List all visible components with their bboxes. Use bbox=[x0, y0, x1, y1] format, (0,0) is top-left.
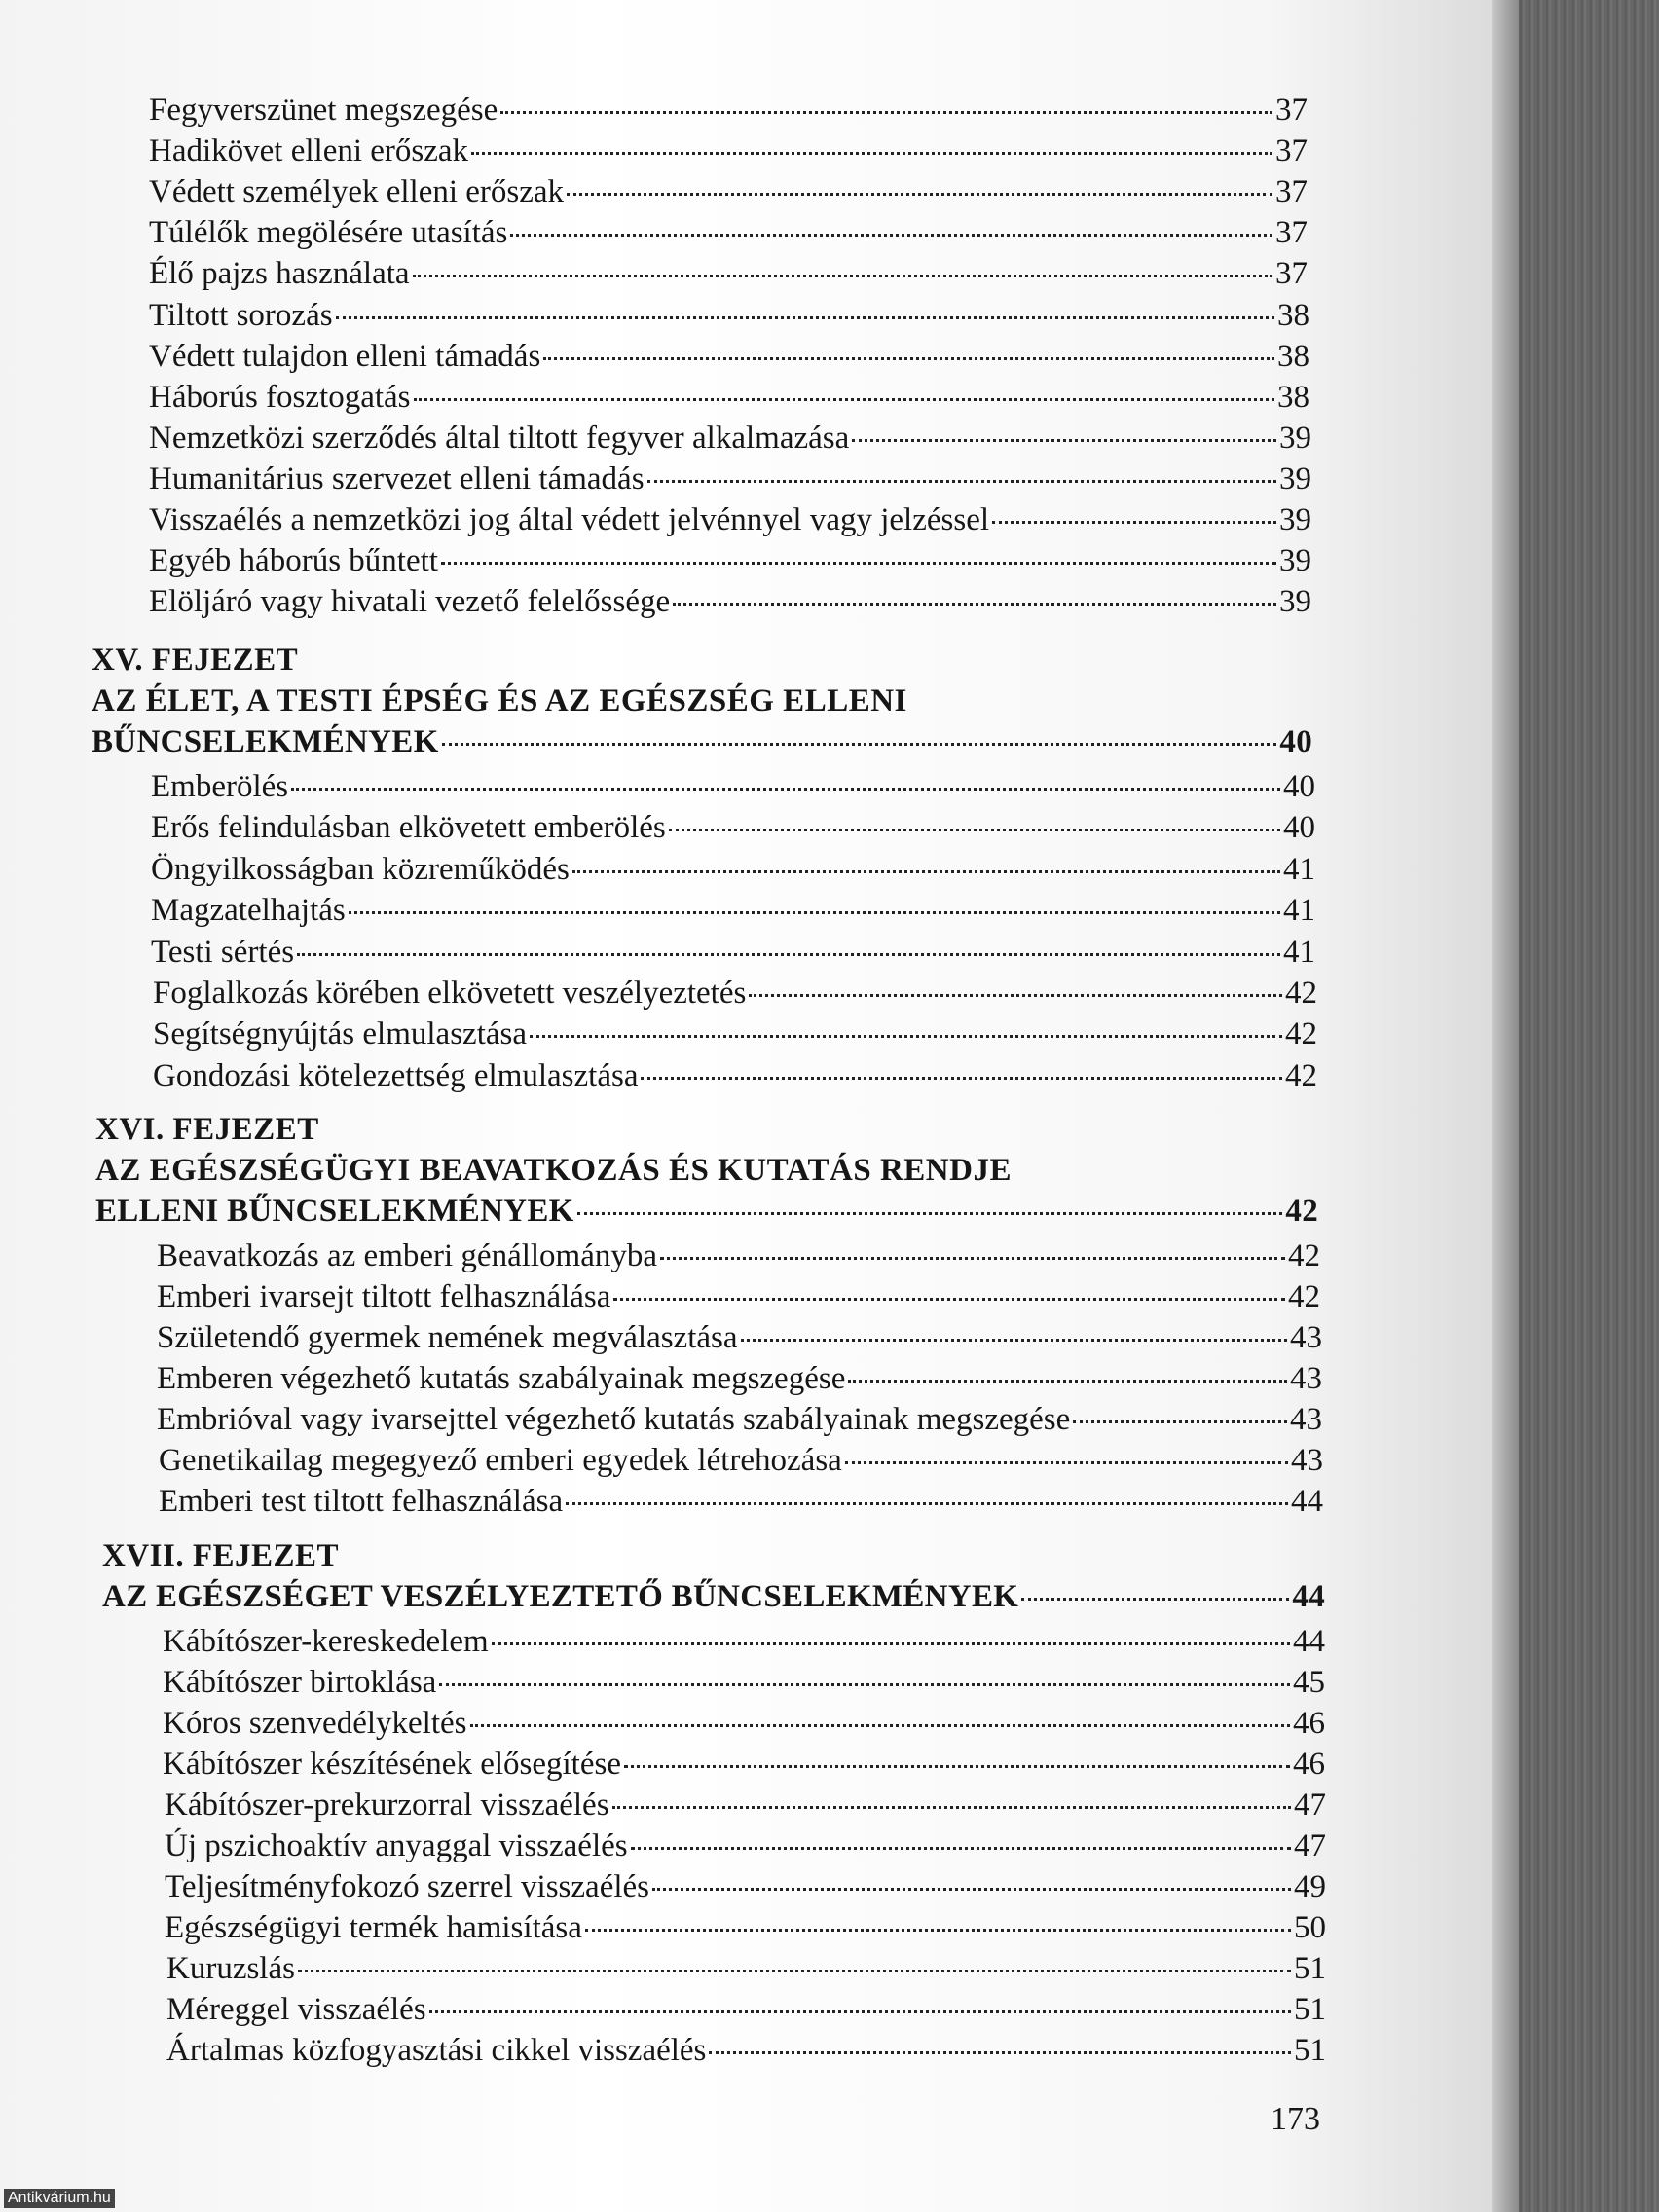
toc-entry: Visszaélés a nemzetközi jog által védett jelvénnyel vagy jelzéssel 39 bbox=[149, 502, 1311, 537]
toc-entry: Fegyverszünet megszegése 37 bbox=[149, 92, 1308, 128]
toc-entry: Kábítószer-prekurzorral visszaélés 47 bbox=[165, 1788, 1326, 1823]
toc-entry: Egészségügyi termék hamisítása 50 bbox=[165, 1910, 1326, 1945]
toc-entry: Magzatelhajtás 41 bbox=[151, 893, 1315, 928]
toc-entry: Beavatkozás az emberi génállományba 42 bbox=[157, 1238, 1320, 1273]
page-number: 173 bbox=[1271, 2101, 1320, 2137]
toc-entry: Segítségnyújtás elmulasztása 42 bbox=[153, 1016, 1317, 1051]
toc-entry: Nemzetközi szerződés által tiltott fegyver alkalmazása 39 bbox=[149, 421, 1311, 456]
toc-entry: Öngyilkosságban közreműködés 41 bbox=[151, 852, 1315, 887]
toc-entry: Erős felindulásban elkövetett emberölés 40 bbox=[151, 810, 1315, 845]
chapter-heading-entry: BŰNCSELEKMÉNYEK 40 bbox=[92, 724, 1312, 759]
toc-entry: Hadikövet elleni erőszak 37 bbox=[149, 133, 1308, 168]
toc-entry: Foglalkozás körében elkövetett veszélyeztetés 42 bbox=[153, 976, 1317, 1011]
toc-entry: Túlélők megölésére utasítás 37 bbox=[149, 215, 1308, 250]
toc-entry: Kóros szenvedélykeltés 46 bbox=[163, 1706, 1325, 1741]
toc-entry: Kábítószer készítésének elősegítése 46 bbox=[163, 1747, 1325, 1782]
toc-entry: Emberölés 40 bbox=[151, 769, 1315, 804]
toc-entry: Gondozási kötelezettség elmulasztása 42 bbox=[153, 1058, 1317, 1093]
chapter-number: XVII. FEJEZET bbox=[102, 1538, 340, 1573]
toc-entry: Új pszichoaktív anyaggal visszaélés 47 bbox=[165, 1828, 1326, 1863]
toc-entry: Emberi ivarsejt tiltott felhasználása 42 bbox=[157, 1279, 1320, 1314]
toc-entry: Ártalmas közfogyasztási cikkel visszaélés 51 bbox=[166, 2033, 1326, 2068]
toc-entry: Kábítószer-kereskedelem 44 bbox=[163, 1624, 1325, 1659]
toc-entry: Kuruzslás 51 bbox=[166, 1951, 1326, 1986]
toc-entry: Emberi test tiltott felhasználása 44 bbox=[159, 1484, 1323, 1519]
toc-entry: Tiltott sorozás 38 bbox=[149, 298, 1309, 333]
chapter-title: AZ EGÉSZSÉGÜGYI BEAVATKOZÁS ÉS KUTATÁS RENDJE bbox=[95, 1153, 1012, 1188]
toc-entry: Elöljáró vagy hivatali vezető felelőssége 39 bbox=[149, 584, 1311, 619]
toc-entry: Humanitárius szervezet elleni támadás 39 bbox=[149, 461, 1311, 497]
toc-entry: Kábítószer birtoklása 45 bbox=[163, 1665, 1325, 1700]
watermark: Antikvárium.hu bbox=[4, 2189, 115, 2208]
toc-entry: Születendő gyermek nemének megválasztása 43 bbox=[157, 1320, 1322, 1355]
toc-entry: Egyéb háborús bűntett 39 bbox=[149, 543, 1311, 578]
toc-entry: Emberen végezhető kutatás szabályainak megszegése 43 bbox=[157, 1361, 1322, 1396]
toc-entry: Genetikailag megegyező emberi egyedek létrehozása 43 bbox=[159, 1443, 1323, 1478]
toc-entry: Védett tulajdon elleni támadás 38 bbox=[149, 339, 1309, 374]
chapter-heading-entry: ELLENI BŰNCSELEKMÉNYEK 42 bbox=[95, 1194, 1318, 1229]
toc-entry: Embrióval vagy ivarsejttel végezhető kutatás szabályainak megszegése 43 bbox=[157, 1402, 1322, 1437]
chapter-number: XVI. FEJEZET bbox=[95, 1112, 319, 1147]
chapter-heading-entry: AZ EGÉSZSÉGET VESZÉLYEZTETŐ BŰNCSELEKMÉNYEK 44 bbox=[102, 1579, 1325, 1614]
toc-entry: Védett személyek elleni erőszak 37 bbox=[149, 174, 1308, 209]
toc-entry: Élő pajzs használata 37 bbox=[149, 256, 1308, 291]
toc-entry: Méreggel visszaélés 51 bbox=[166, 1992, 1326, 2027]
page-stack-edge bbox=[1492, 0, 1659, 2212]
toc-entry: Háborús fosztogatás 38 bbox=[149, 380, 1309, 415]
toc-entry: Teljesítményfokozó szerrel visszaélés 49 bbox=[165, 1869, 1326, 1904]
chapter-title: AZ ÉLET, A TESTI ÉPSÉG ÉS AZ EGÉSZSÉG ELLENI bbox=[92, 683, 907, 719]
chapter-number: XV. FEJEZET bbox=[92, 643, 299, 678]
toc-entry: Testi sértés 41 bbox=[151, 935, 1315, 970]
